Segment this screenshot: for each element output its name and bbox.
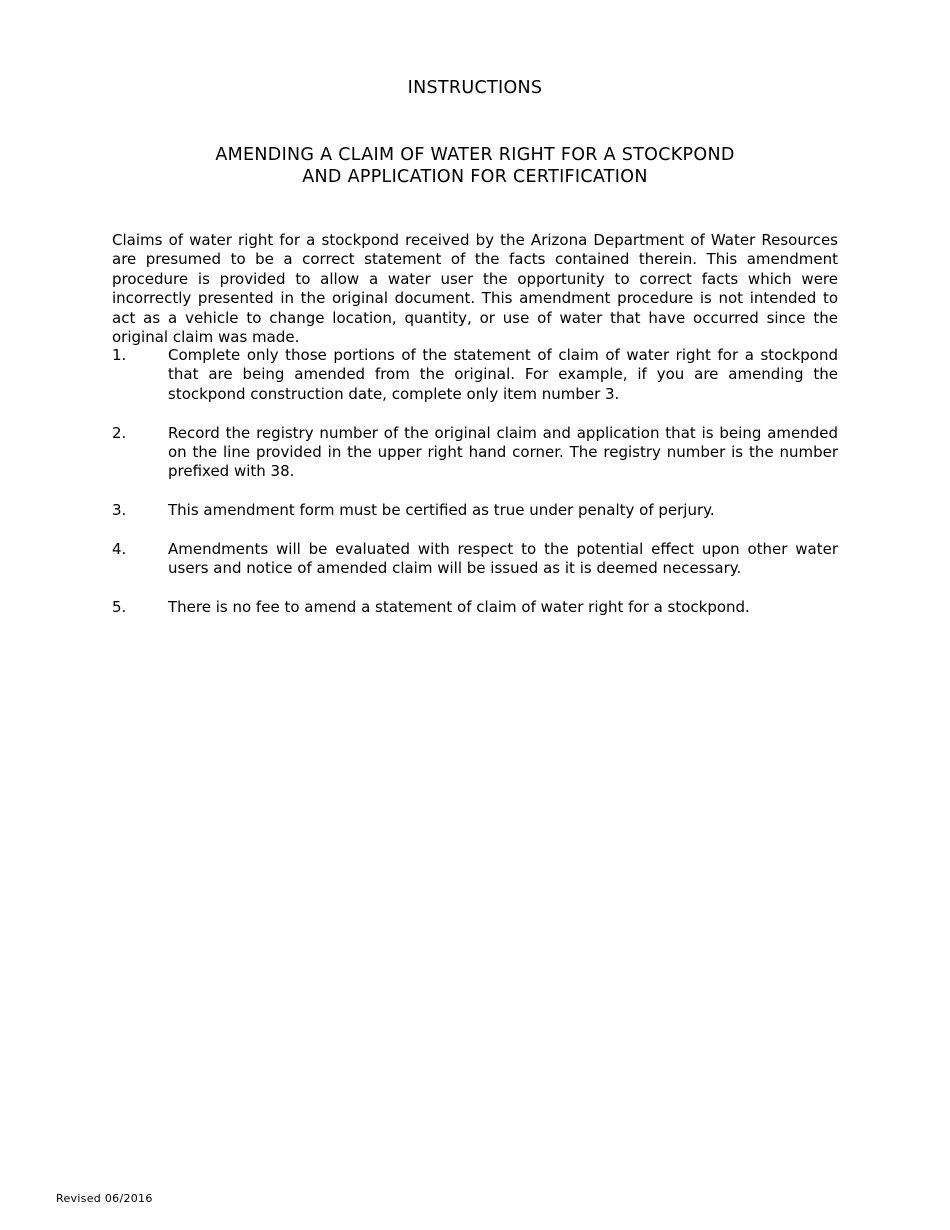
list-item-number: 2. [112,423,127,442]
list-item [112,540,838,579]
list-item-number: 4. [112,540,127,559]
list-item-text: Amendments will be evaluated with respect to the potential effect upon other water users and notice of amended claim will be issued as it is deemed necessary. [168,540,838,578]
intro-paragraph: Claims of water right for a stockpond received by the Arizona Department of Water Resources are presumed to be a correct statement of the facts contained therein. This amendment procedure is provided to allow a water user the opportunity to correct facts which were incorrectly presented in the original document. This amendment procedure is not intended to act as a vehicle to change location, quantity, or use of water that have occurred since the original claim was made. [112,231,838,347]
page-heading: INSTRUCTIONS [407,78,543,98]
list-item-text: There is no fee to amend a statement of claim of water right for a stockpond. [168,598,750,617]
instruction-list [112,346,838,637]
revision-footer: Revised 06/2016 [56,1192,153,1205]
list-item-text: Complete only those portions of the statement of claim of water right for a stockpond that are being amended from the original. For example, if you are amending the stockpond construction date, complete only item number 3. [168,346,838,403]
document-title-line-2: AND APPLICATION FOR CERTIFICATION [302,167,648,187]
list-item-number: 5. [112,598,127,617]
list-item [112,598,838,617]
list-item-number: 3. [112,501,127,520]
list-item-text: This amendment form must be certified as true under penalty of perjury. [168,501,715,520]
list-item [112,346,838,404]
list-item [112,424,838,482]
list-item [112,501,838,520]
document-title-line-1: AMENDING A CLAIM OF WATER RIGHT FOR A STOCKPOND [215,145,735,165]
list-item-number: 1. [112,346,127,364]
list-item-text: Record the registry number of the original claim and application that is being amended on the line provided in the upper right hand corner. The registry number is the number prefixed with 38. [168,423,838,481]
document-title [0,144,950,188]
